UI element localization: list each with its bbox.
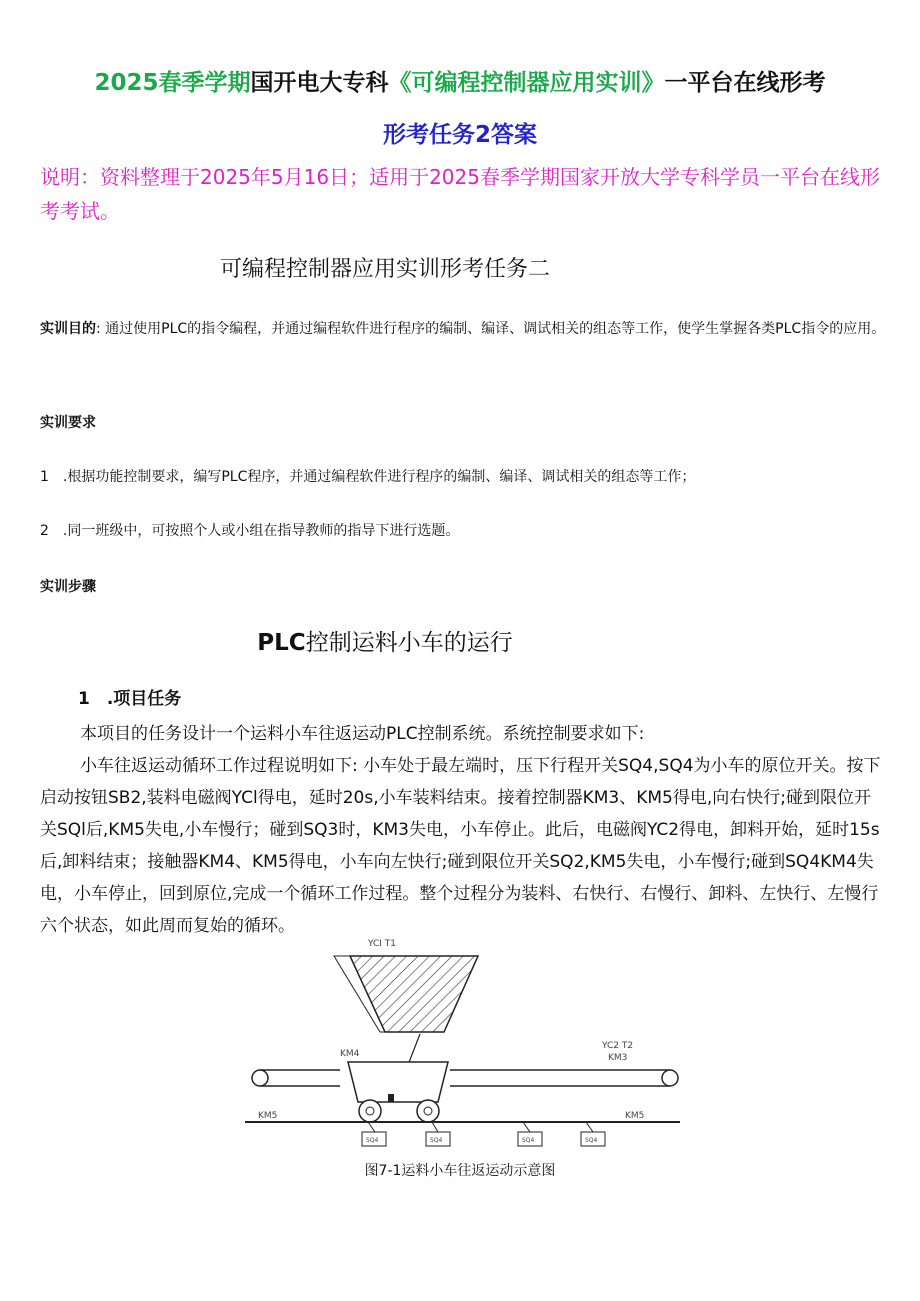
purpose-label: 实训目的 [40,321,96,337]
document-subtitle: 形考任务2答案 [382,122,537,148]
wheel-left-hub [366,1107,374,1115]
section-title: 可编程控制器应用实训形考任务二 [219,257,550,282]
plc-title-bold: PLC [257,630,306,656]
title-platform: 一平台在线形考 [664,70,826,96]
label-km5-left: KM5 [258,1111,278,1121]
cart-marker [388,1094,394,1102]
pulley-left-icon [252,1070,268,1086]
label-km4: KM4 [340,1049,360,1059]
hopper-icon [350,956,478,1032]
note-paragraph: 说明：资料整理于2025年5月16日；适用于2025春季学期国家开放大学专科学员一平台在线形考考试。 [40,165,880,223]
plc-title [0,624,770,657]
body-paragraph-process: 小车往返运动循环工作过程说明如下: 小车处于最左端时，压下行程开关SQ4,SQ4为小车的原位开关。按下启动按钮SB2,装料电磁阀YCl得电，延时20s,小车装料结束。接着控制器KM3、KM5得电,向右快行;碰到限位开关SQl后,KM5失电,小车慢行；碰到SQ3时，KM3失电，小车停止。此后，电磁阀YC2得电，卸料开始，延时15s后,卸料结束；接触器KM4、KM5得电，小车向左快行;碰到限位开关SQ2,KM5失电，小车慢行;碰到SQ4KM4失电，小车停止，回到原位,完成一个循环工作过程。整个过程分为装料、右快行、右慢行、卸料、左快行、左慢行六个状态，如此周而复始的循环。 [40,756,881,936]
document-title [0,64,920,97]
requirement-item: 1 .根据功能控制要求，编写PLC程序，并通过编程软件进行程序的编制、编译、调试相关的组态等工作； [40,469,696,485]
requirement-item: 2 .同一班级中，可按照个人或小组在指导教师的指导下进行选题。 [40,523,460,539]
purpose-text: : 通过使用PLC的指令编程，并通过编程软件进行程序的编制、编译、调试相关的组态等工作，使学生掌握各类PLC指令的应用。 [96,321,886,337]
title-term: 2025春季学期 [94,70,251,96]
label-sq-3: SQ4 [522,1137,535,1144]
body-paragraph-intro: 本项目的任务设计一个运料小车往返运动PLC控制系统。系统控制要求如下: [80,724,645,744]
steps-heading: 实训步骤 [40,579,96,595]
plc-title-rest: 控制运料小车的运行 [305,630,513,656]
label-yc2: YC2 T2 [602,1041,634,1051]
title-course: 《可编程控制器应用实训》 [388,70,665,96]
label-sq-1: SQ4 [366,1137,379,1144]
cart-body-icon [348,1062,448,1102]
requirements-heading: 实训要求 [40,415,96,431]
figure-caption: 图7-1运料小车往返运动示意图 [364,1163,556,1179]
purpose-paragraph [40,304,890,354]
label-km3: KM3 [608,1053,628,1063]
wheel-right-hub [424,1107,432,1115]
title-school: 国开电大专科 [250,70,389,96]
project-heading: 1 .项目任务 [78,689,182,709]
label-km5-right: KM5 [625,1111,645,1121]
label-yc1: YCI T1 [368,939,397,949]
label-sq-2: SQ4 [430,1137,443,1144]
pulley-right-icon [662,1070,678,1086]
cart-diagram [240,930,690,1170]
label-sq-4: SQ4 [585,1137,598,1144]
